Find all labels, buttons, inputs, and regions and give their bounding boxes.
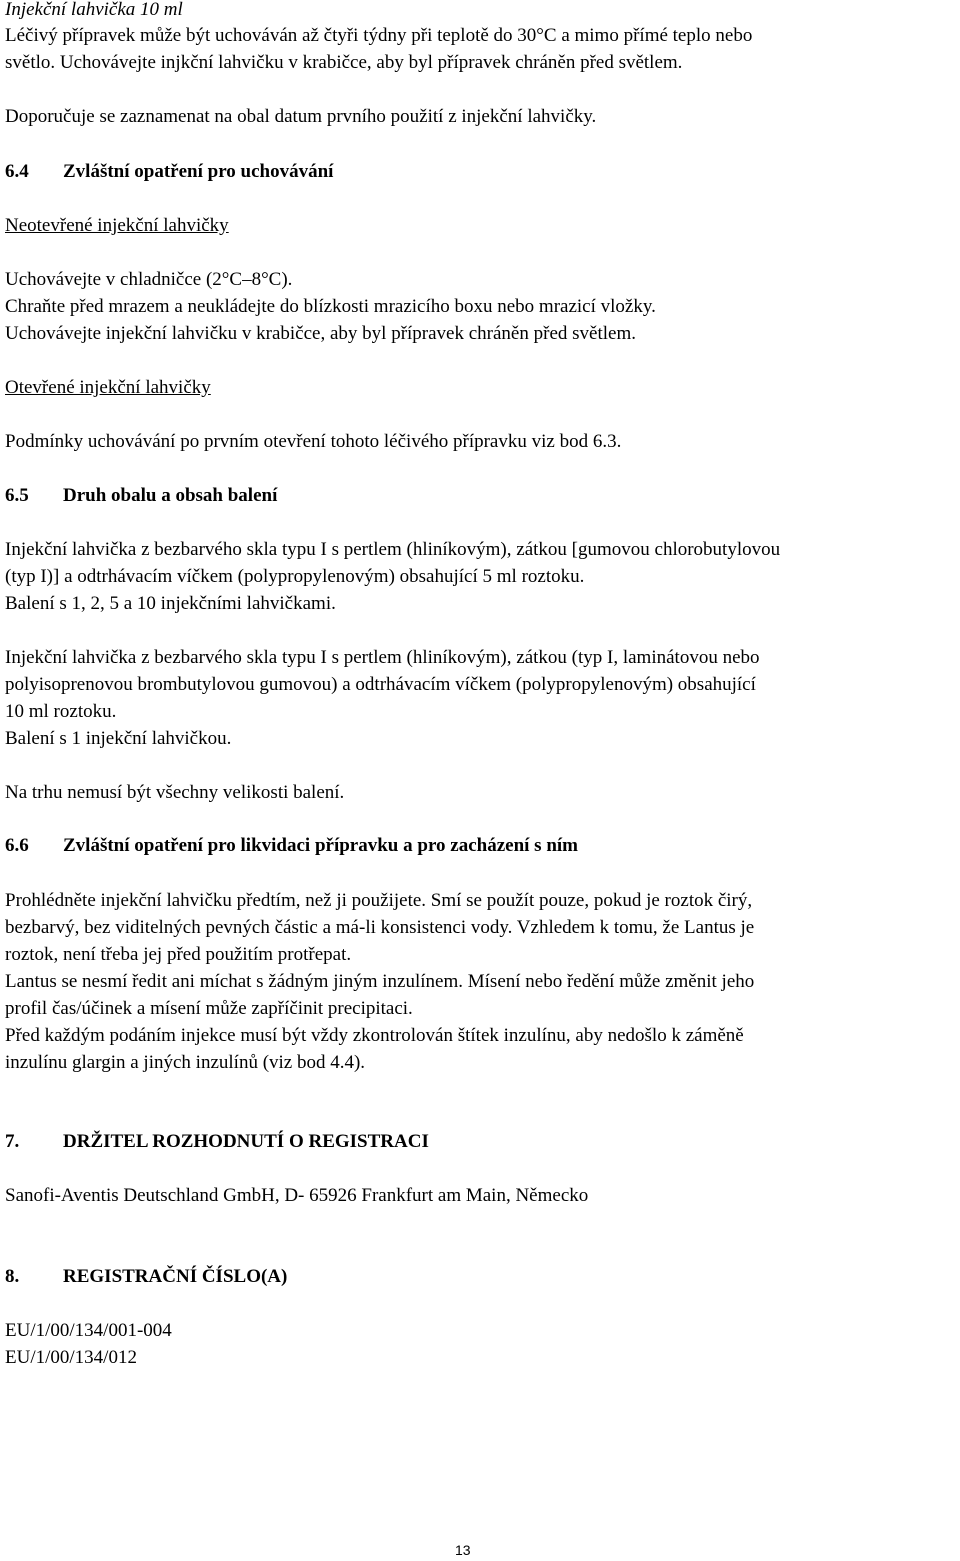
paragraph-line: 10 ml roztoku. bbox=[5, 701, 117, 722]
paragraph-line: Lantus se nesmí ředit ani míchat s žádným jiným inzulínem. Mísení nebo ředění může změnit jeho bbox=[5, 971, 755, 992]
paragraph-line: Na trhu nemusí být všechny velikosti balení. bbox=[5, 782, 345, 803]
paragraph-line: Chraňte před mrazem a neukládejte do blízkosti mrazicího boxu nebo mrazicí vložky. bbox=[5, 296, 656, 317]
section-6-4-heading bbox=[5, 161, 333, 183]
section-number: 7. bbox=[5, 1131, 20, 1152]
paragraph-line: Uchovávejte v chladničce (2°C–8°C). bbox=[5, 269, 293, 290]
paragraph-line: Prohlédněte injekční lahvičku předtím, než ji použijete. Smí se použít pouze, pokud je roztok čirý, bbox=[5, 890, 753, 911]
paragraph-line: Balení s 1 injekční lahvičkou. bbox=[5, 728, 232, 749]
paragraph-line: Podmínky uchovávání po prvním otevření tohoto léčivého přípravku viz bod 6.3. bbox=[5, 431, 622, 452]
paragraph-line: Doporučuje se zaznamenat na obal datum prvního použití z injekční lahvičky. bbox=[5, 106, 597, 127]
paragraph-line: Před každým podáním injekce musí být vždy zkontrolován štítek inzulínu, aby nedošlo k záměně bbox=[5, 1025, 744, 1046]
paragraph-line: bezbarvý, bez viditelných pevných částic a má-li konsistenci vody. Vzhledem k tomu, že Lantus je bbox=[5, 917, 755, 938]
paragraph-line: Léčivý přípravek může být uchováván až čtyři týdny při teplotě do 30°C a mimo přímé teplo nebo bbox=[5, 25, 753, 46]
registration-number: EU/1/00/134/001-004 bbox=[5, 1320, 172, 1341]
section-number: 6.4 bbox=[5, 161, 29, 182]
paragraph-line: Uchovávejte injekční lahvičku v krabičce, aby byl přípravek chráněn před světlem. bbox=[5, 323, 636, 344]
paragraph-line: Sanofi-Aventis Deutschland GmbH, D- 65926 Frankfurt am Main, Německo bbox=[5, 1185, 589, 1206]
section-7-heading bbox=[5, 1131, 429, 1153]
subheading-opened: Otevřené injekční lahvičky bbox=[5, 377, 211, 398]
section-title: DRŽITEL ROZHODNUTÍ O REGISTRACI bbox=[63, 1131, 429, 1152]
section-title: Druh obalu a obsah balení bbox=[63, 485, 278, 506]
registration-number: EU/1/00/134/012 bbox=[5, 1347, 137, 1368]
vial-heading: Injekční lahvička 10 ml bbox=[5, 0, 183, 20]
section-title: REGISTRAČNÍ ČÍSLO(A) bbox=[63, 1266, 288, 1287]
section-title: Zvláštní opatření pro likvidaci přípravku a pro zacházení s ním bbox=[63, 835, 578, 856]
subheading-unopened: Neotevřené injekční lahvičky bbox=[5, 215, 229, 236]
section-8-heading bbox=[5, 1266, 287, 1288]
paragraph-line: roztok, není třeba jej před použitím protřepat. bbox=[5, 944, 352, 965]
paragraph-line: profil čas/účinek a mísení může zapříčinit precipitaci. bbox=[5, 998, 413, 1019]
section-6-6-heading bbox=[5, 835, 578, 857]
page-number: 13 bbox=[455, 1542, 471, 1558]
paragraph-line: Injekční lahvička z bezbarvého skla typu I s pertlem (hliníkovým), zátkou [gumovou chlorobutylovou bbox=[5, 539, 781, 560]
paragraph-line: (typ I)] a odtrhávacím víčkem (polypropylenovým) obsahující 5 ml roztoku. bbox=[5, 566, 585, 587]
section-6-5-heading bbox=[5, 485, 277, 507]
paragraph-line: světlo. Uchovávejte injkční lahvičku v krabičce, aby byl přípravek chráněn před světlem. bbox=[5, 52, 683, 73]
section-number: 6.5 bbox=[5, 485, 29, 506]
paragraph-line: polyisoprenovou brombutylovou gumovou) a odtrhávacím víčkem (polypropylenovým) obsahující bbox=[5, 674, 756, 695]
section-title: Zvláštní opatření pro uchovávání bbox=[63, 161, 334, 182]
paragraph-line: Balení s 1, 2, 5 a 10 injekčními lahvičkami. bbox=[5, 593, 336, 614]
paragraph-line: Injekční lahvička z bezbarvého skla typu I s pertlem (hliníkovým), zátkou (typ I, laminátovou nebo bbox=[5, 647, 760, 668]
section-number: 6.6 bbox=[5, 835, 29, 856]
paragraph-line: inzulínu glargin a jiných inzulínů (viz bod 4.4). bbox=[5, 1052, 366, 1073]
section-number: 8. bbox=[5, 1266, 20, 1287]
